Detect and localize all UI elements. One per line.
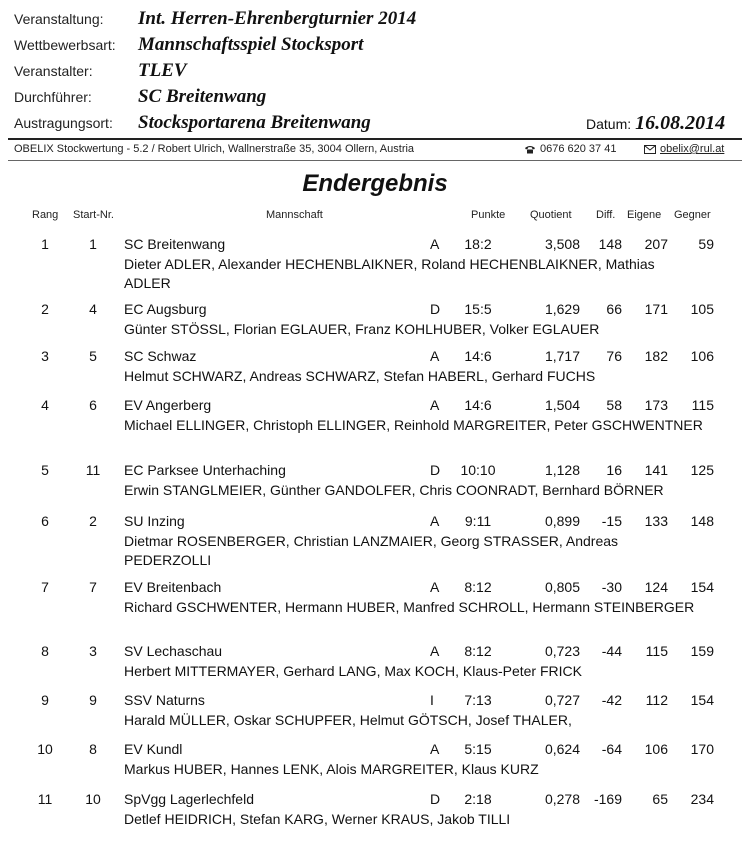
team-players: Detlef HEIDRICH, Stefan KARG, Werner KRAUS, Jakob TILLI xyxy=(124,811,511,827)
austragungsort-label: Austragungsort: xyxy=(14,115,113,131)
team-players: Günter STÖSSL, Florian EGLAUER, Franz KOHLHUBER, Volker EGLAUER xyxy=(124,321,600,337)
header-wettbewerbsart-row xyxy=(14,34,363,58)
own-score: 65 xyxy=(652,791,668,807)
col-eigene: Eigene xyxy=(627,209,662,221)
opponent-score: 125 xyxy=(690,462,714,478)
team-name: SSV Naturns xyxy=(124,692,205,708)
quotient: 1,128 xyxy=(544,462,580,478)
email-contact[interactable] xyxy=(644,143,724,155)
quotient: 1,717 xyxy=(544,348,580,364)
quotient: 0,727 xyxy=(544,692,580,708)
email-link[interactable]: obelix@rul.at xyxy=(660,143,725,155)
rank: 5 xyxy=(41,462,49,478)
team-players: Erwin STANGLMEIER, Günther GANDOLFER, Chris COONRADT, Bernhard BÖRNER xyxy=(124,482,664,498)
rank: 6 xyxy=(41,513,49,529)
own-score: 207 xyxy=(644,236,668,252)
difference: -64 xyxy=(601,741,622,757)
col-mannschaft: Mannschaft xyxy=(266,209,323,221)
quotient: 0,278 xyxy=(544,791,580,807)
header-durchfuehrer-row xyxy=(14,86,266,110)
phone-icon xyxy=(524,145,536,154)
points: 10:10 xyxy=(460,462,496,478)
rank: 2 xyxy=(41,301,49,317)
own-score: 182 xyxy=(644,348,668,364)
start-number: 2 xyxy=(89,513,97,529)
rank: 4 xyxy=(41,397,49,413)
rank: 3 xyxy=(41,348,49,364)
own-score: 171 xyxy=(644,301,668,317)
difference: 58 xyxy=(606,397,622,413)
start-number: 11 xyxy=(85,462,101,478)
points: 9:11 xyxy=(464,513,492,529)
start-number: 6 xyxy=(89,397,97,413)
points: 14:6 xyxy=(464,348,492,364)
col-quotient: Quotient xyxy=(530,209,572,221)
team-name: EV Kundl xyxy=(124,741,183,757)
difference: 66 xyxy=(606,301,622,317)
datum-label: Datum: xyxy=(586,116,632,132)
start-number: 3 xyxy=(89,643,97,659)
team-players: Markus HUBER, Hannes LENK, Alois MARGREITER, Klaus KURZ xyxy=(124,761,539,777)
start-number: 9 xyxy=(89,692,97,708)
host-club: SC Breitenwang xyxy=(138,86,267,107)
difference: -42 xyxy=(601,692,622,708)
points: 5:15 xyxy=(464,741,492,757)
group-code: I xyxy=(430,692,434,708)
opponent-score: 106 xyxy=(690,348,714,364)
col-diff: Diff. xyxy=(596,209,616,221)
group-code: A xyxy=(430,643,440,659)
own-score: 112 xyxy=(645,692,668,708)
start-number: 10 xyxy=(85,791,101,807)
own-score: 115 xyxy=(645,643,668,659)
event-name: Int. Herren-Ehrenbergturnier 2014 xyxy=(138,8,417,29)
page-title: Endergebnis xyxy=(302,170,448,197)
points: 8:12 xyxy=(464,579,492,595)
col-punkte: Punkte xyxy=(471,209,506,221)
quotient: 1,504 xyxy=(544,397,580,413)
veranstalter-label: Veranstalter: xyxy=(14,63,93,79)
team-name: EC Augsburg xyxy=(124,301,207,317)
header-divider xyxy=(8,138,742,140)
own-score: 106 xyxy=(644,741,668,757)
points: 2:18 xyxy=(464,791,492,807)
points: 8:12 xyxy=(464,643,492,659)
quotient: 3,508 xyxy=(544,236,580,252)
team-name: SC Schwaz xyxy=(124,348,197,364)
team-name: SV Lechaschau xyxy=(124,643,223,659)
opponent-score: 154 xyxy=(690,692,714,708)
opponent-score: 170 xyxy=(690,741,714,757)
phone-number: 0676 620 37 41 xyxy=(540,143,617,155)
competition-type: Mannschaftsspiel Stocksport xyxy=(138,34,364,55)
header-veranstaltung-row xyxy=(14,8,416,32)
own-score: 141 xyxy=(644,462,668,478)
group-code: A xyxy=(430,348,440,364)
group-code: A xyxy=(430,397,440,413)
start-number: 8 xyxy=(89,741,97,757)
team-name: EV Angerberg xyxy=(124,397,212,413)
group-code: A xyxy=(430,741,440,757)
opponent-score: 159 xyxy=(690,643,714,659)
software-info-line xyxy=(14,143,738,159)
team-players: Dietmar ROSENBERGER, Christian LANZMAIER, Georg STRASSER, Andreas PEDERZOLLI xyxy=(124,533,619,568)
quotient: 1,629 xyxy=(544,301,580,317)
own-score: 133 xyxy=(644,513,668,529)
points: 7:13 xyxy=(464,692,492,708)
wettbewerbsart-label: Wettbewerbsart: xyxy=(14,37,116,53)
header-austragungsort-row xyxy=(14,112,371,136)
team-name: EV Breitenbach xyxy=(124,579,222,595)
rank: 1 xyxy=(41,236,49,252)
start-number: 5 xyxy=(89,348,97,364)
opponent-score: 59 xyxy=(698,236,714,252)
col-gegner: Gegner xyxy=(674,209,711,221)
rank: 7 xyxy=(41,579,49,595)
quotient: 0,723 xyxy=(544,643,580,659)
team-players: Helmut SCHWARZ, Andreas SCHWARZ, Stefan HABERL, Gerhard FUCHS xyxy=(124,368,596,384)
points: 15:5 xyxy=(464,301,492,317)
opponent-score: 234 xyxy=(690,791,714,807)
group-code: A xyxy=(430,579,440,595)
venue: Stocksportarena Breitenwang xyxy=(138,112,371,133)
header-veranstalter-row xyxy=(14,60,187,84)
difference: -44 xyxy=(601,643,622,659)
quotient: 0,624 xyxy=(544,741,580,757)
group-code: A xyxy=(430,236,440,252)
difference: 16 xyxy=(606,462,622,478)
difference: -169 xyxy=(593,791,622,807)
rank: 10 xyxy=(37,741,53,757)
veranstaltung-label: Veranstaltung: xyxy=(14,11,104,27)
start-number: 7 xyxy=(89,579,97,595)
organizer: TLEV xyxy=(138,60,187,81)
opponent-score: 148 xyxy=(690,513,714,529)
opponent-score: 154 xyxy=(690,579,714,595)
team-name: SpVgg Lagerlechfeld xyxy=(124,791,254,807)
rank: 9 xyxy=(41,692,49,708)
durchfuehrer-label: Durchführer: xyxy=(14,89,92,105)
event-date: 16.08.2014 xyxy=(635,112,726,134)
points: 14:6 xyxy=(464,397,492,413)
group-code: D xyxy=(430,791,441,807)
group-code: D xyxy=(430,462,441,478)
col-start-nr: Start-Nr. xyxy=(73,209,114,221)
difference: 148 xyxy=(598,236,622,252)
quotient: 0,805 xyxy=(544,579,580,595)
col-rang: Rang xyxy=(32,209,59,221)
group-code: D xyxy=(430,301,441,317)
rank: 8 xyxy=(41,643,49,659)
start-number: 1 xyxy=(89,236,97,252)
group-code: A xyxy=(430,513,440,529)
team-players: Richard GSCHWENTER, Hermann HUBER, Manfred SCHROLL, Hermann STEINBERGER xyxy=(124,599,695,615)
team-name: EC Parksee Unterhaching xyxy=(124,462,286,478)
software-credit: OBELIX Stockwertung - 5.2 / Robert Ulrich, Wallnerstraße 35, 3004 Ollern, Austria xyxy=(14,143,415,155)
team-name: SU Inzing xyxy=(124,513,185,529)
difference: 76 xyxy=(606,348,622,364)
team-players: Herbert MITTERMAYER, Gerhard LANG, Max KOCH, Klaus-Peter FRICK xyxy=(124,663,582,679)
team-players: Harald MÜLLER, Oskar SCHUPFER, Helmut GÖTSCH, Josef THALER, xyxy=(124,712,572,728)
difference: -30 xyxy=(601,579,622,595)
start-number: 4 xyxy=(89,301,97,317)
footer-divider xyxy=(8,160,742,161)
opponent-score: 105 xyxy=(690,301,714,317)
rank: 11 xyxy=(37,791,53,807)
team-players: Dieter ADLER, Alexander HECHENBLAIKNER, Roland HECHENBLAIKNER, Mathias ADLER xyxy=(124,256,655,291)
date-block xyxy=(586,112,725,135)
team-name: SC Breitenwang xyxy=(124,236,226,252)
team-players: Michael ELLINGER, Christoph ELLINGER, Reinhold MARGREITER, Peter GSCHWENTNER xyxy=(124,417,703,433)
own-score: 124 xyxy=(644,579,668,595)
opponent-score: 115 xyxy=(691,397,714,413)
difference: -15 xyxy=(601,513,622,529)
points: 18:2 xyxy=(464,236,492,252)
quotient: 0,899 xyxy=(544,513,580,529)
phone-contact xyxy=(524,143,616,155)
own-score: 173 xyxy=(644,397,668,413)
envelope-icon xyxy=(644,145,656,154)
